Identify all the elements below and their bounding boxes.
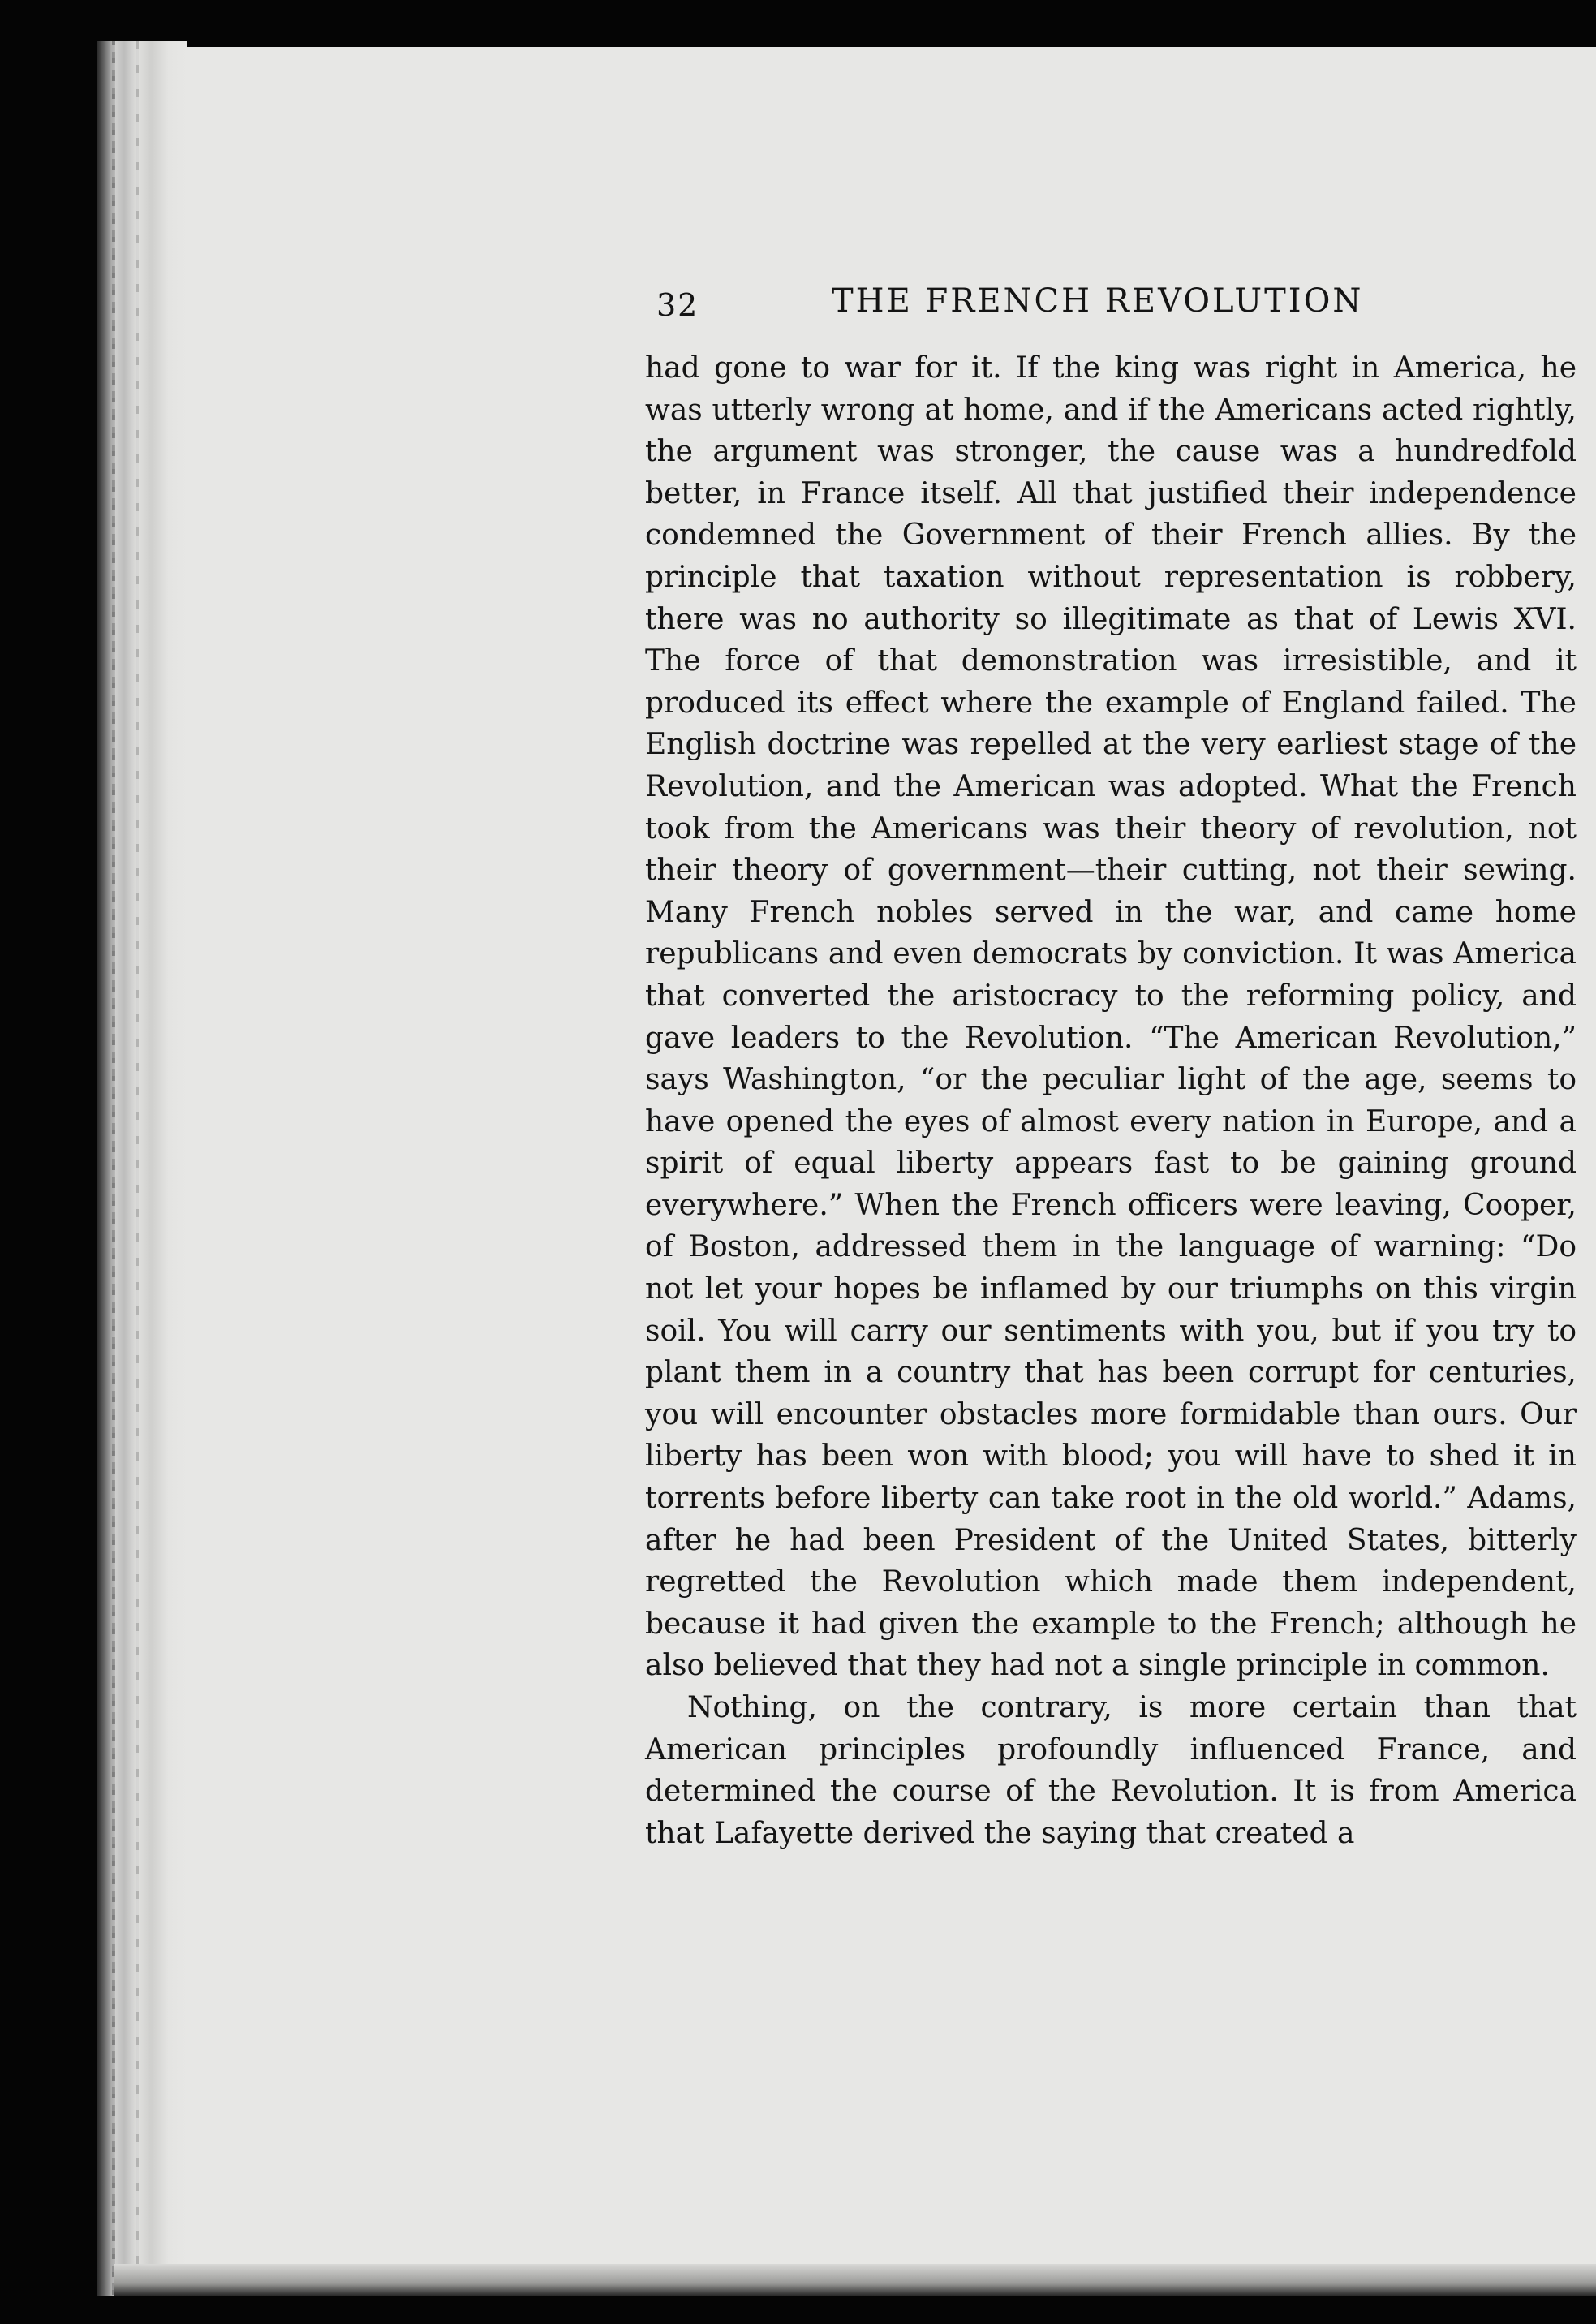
book-page [114,47,1596,2287]
body-text [645,347,1577,1854]
paragraph: Nothing, on the contrary, is more certain than that American principles profoundly influenced France, and determined the course of the Revolution. It is from America that Lafayette derived the saying that created a [645,1691,1577,1850]
running-head: THE FRENCH REVOLUTION [832,282,1364,320]
text-block [645,282,1577,1854]
paragraph: had gone to war for it. If the king was right in America, he was utterly wrong at home, and if the Americans acted rightly, the argument was stronger, the cause was a hundredfold better, in France itself. All that justified their independence condemned the Government of their French allies. By the principle that taxation without representation is robbery, there was no authority so illegitimate as that of Lewis XVI. The force of that demonstration was irresistible, and it produced its effect where the example of England failed. The English doctrine was repelled at the very earliest stage of the Revolution, and the American was adopted. What the French took from the Americans was their theory of revolution, not their theory of government—their cutting, not their sewing. Many French nobles served in the war, and came home republicans and even democrats by conviction. It was America that converted the aristocracy to the reforming policy, and gave leaders to the Revolution. “The American Revolution,” says Washington, “or the peculiar light of the age, seems to have opened the eyes of almost every nation in Europe, and a spirit of equal liberty appears fast to be gaining ground everywhere.” When the French officers were leaving, Cooper, of Boston, addressed them in the language of warning: “Do not let your hopes be inflamed by our triumphs on this virgin soil. You will carry our sentiments with you, but if you try to plant them in a country that has been corrupt for centuries, you will encounter obstacles more formidable than ours. Our liberty has been won with blood; you will have to shed it in torrents before liberty can take root in the old world.” Adams, after he had been President of the United States, bitterly regretted the Revolution which made them independent, because it had given the example to the French; although he also believed that they had not a single principle in common. [645,351,1577,1683]
page-bottom-edge [114,2264,1596,2296]
page-number: 32 [656,287,699,323]
page-header [645,282,1577,331]
book-gutter-edge [97,41,187,2296]
